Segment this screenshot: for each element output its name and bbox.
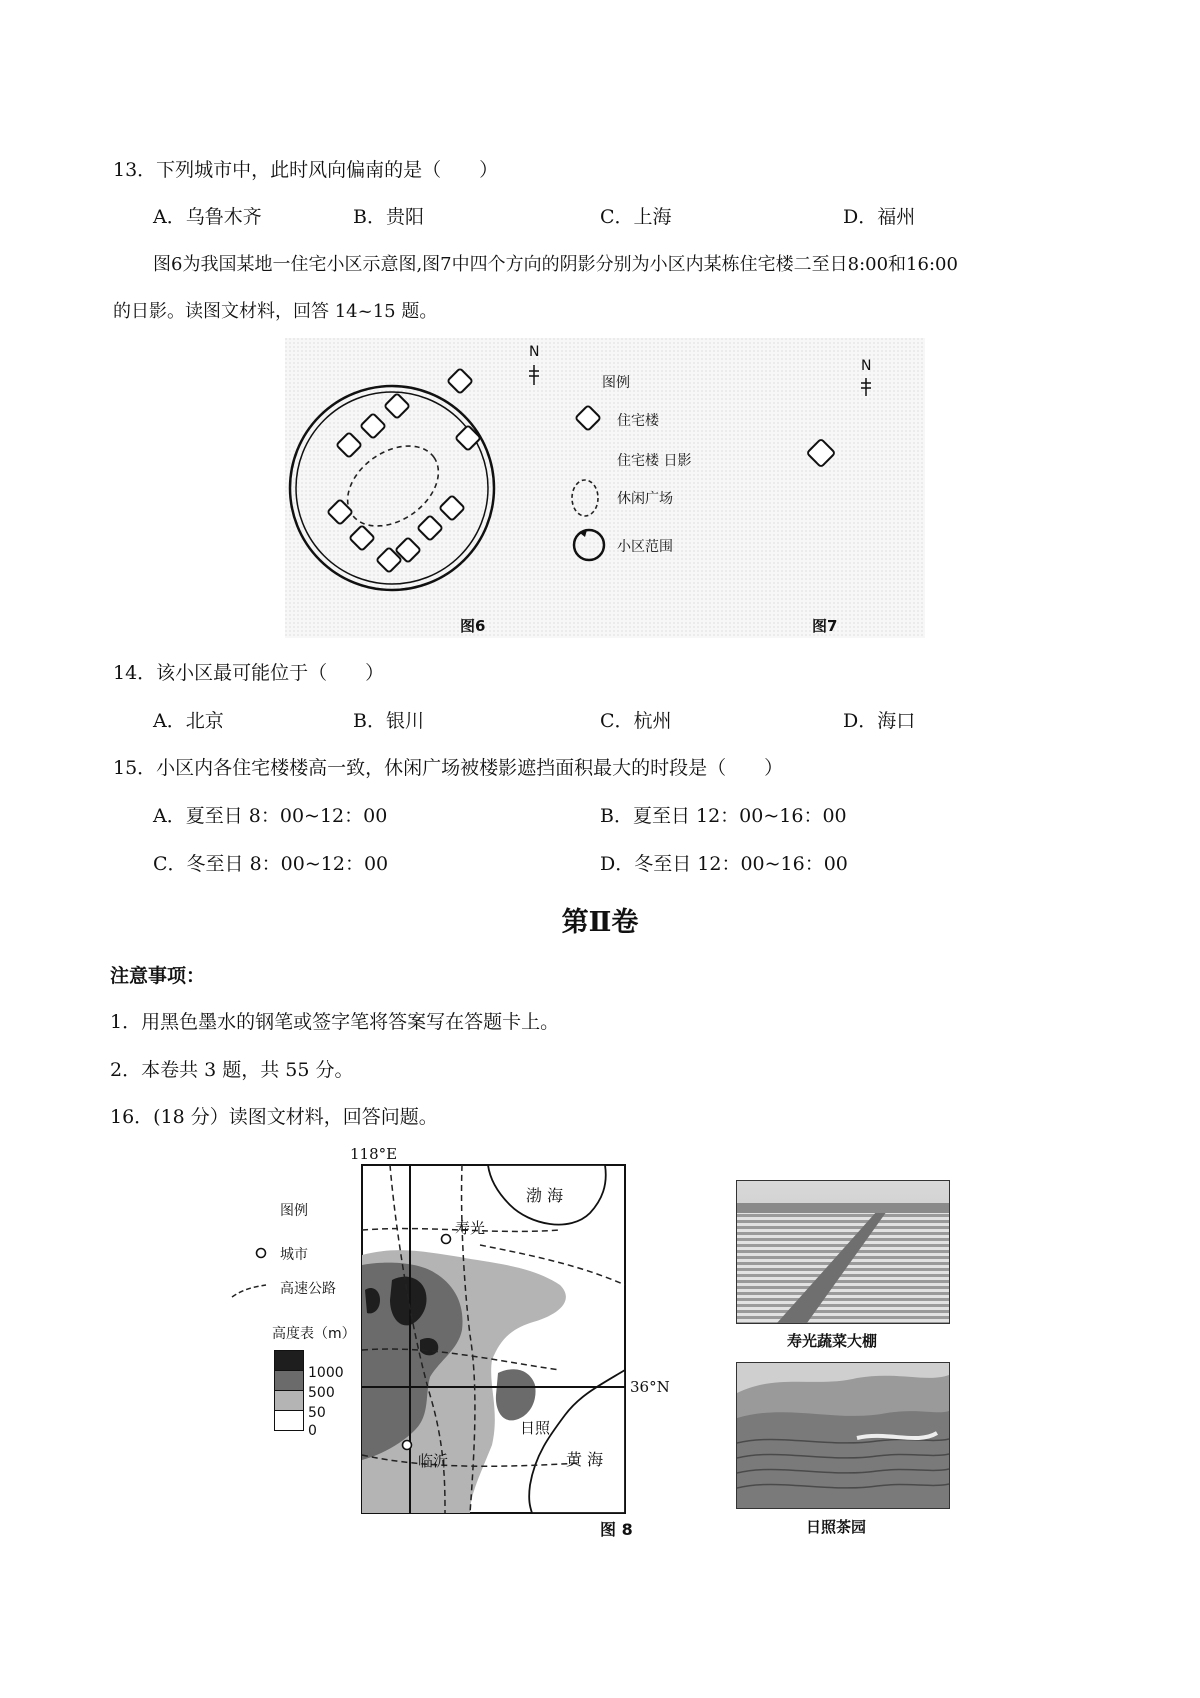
section-title: 第Ⅱ卷	[561, 907, 639, 938]
sea-bohai: 渤 海	[526, 1186, 564, 1205]
q15-option-d: D．冬至日 12：00~16：00	[600, 853, 848, 875]
q13-option-c: C．上海	[600, 206, 672, 228]
q14-option-a: A．北京	[153, 710, 224, 732]
fig8-legend-title: 图例	[280, 1203, 308, 1219]
notice-item-1: 1．用黑色墨水的钢笔或签字笔将答案写在答题卡上。	[110, 1011, 560, 1033]
q13-option-d: D．福州	[843, 206, 916, 228]
elev-level-1000: 1000	[308, 1365, 344, 1381]
fig6-legend-building: 住宅楼	[617, 413, 659, 429]
fig6-legend-shadow: 住宅楼 日影	[617, 453, 692, 469]
fig6-legend-title: 图例	[602, 375, 630, 391]
q15-option-a: A．夏至日 8：00~12：00	[153, 805, 388, 827]
notice-item-2: 2．本卷共 3 题，共 55 分。	[110, 1059, 354, 1081]
figure-8	[230, 1145, 670, 1539]
fig6-caption: 图6	[460, 617, 486, 635]
q14-option-b: B．银川	[353, 710, 424, 732]
fig6-legend-plaza: 休闲广场	[617, 491, 673, 507]
elev-level-50: 50	[308, 1405, 326, 1421]
q13-stem: 13．下列城市中，此时风向偏南的是（ ）	[113, 159, 499, 181]
fig7-caption: 图7	[812, 617, 838, 635]
city-marker-shouguang	[442, 1235, 451, 1244]
q15-stem: 15．小区内各住宅楼楼高一致，休闲广场被楼影遮挡面积最大的时段是（ ）	[113, 757, 784, 779]
fig8-legend-city: 城市	[280, 1247, 308, 1263]
elev-swatch-50	[274, 1391, 304, 1411]
fig8-elev-title: 高度表（m）	[272, 1326, 356, 1342]
notice-title: 注意事项：	[110, 965, 206, 987]
city-rizhao: 日照	[520, 1419, 551, 1437]
sea-huanghai: 黄 海	[566, 1450, 604, 1469]
lon-label: 118°E	[350, 1145, 398, 1163]
photo1-caption: 寿光蔬菜大棚	[787, 1332, 878, 1350]
q15-option-b: B．夏至日 12：00~16：00	[600, 805, 847, 827]
photo-shouguang-greenhouses	[736, 1180, 950, 1324]
elev-level-500: 500	[308, 1385, 335, 1401]
elev-level-0: 0	[308, 1423, 317, 1439]
city-linyi: 临沂	[418, 1452, 449, 1470]
photo2-caption: 日照茶园	[806, 1518, 867, 1536]
figure-6-7	[285, 338, 925, 638]
elev-swatch-0	[274, 1411, 304, 1431]
fig7-north-label: N	[861, 358, 872, 374]
q16-stem: 16．(18 分）读图文材料，回答问题。	[110, 1106, 438, 1128]
city-shouguang: 寿光	[455, 1219, 486, 1237]
q14-stem: 14．该小区最可能位于（ ）	[113, 662, 385, 684]
fig6-legend-range: 小区范围	[617, 539, 673, 555]
intro-line-1: 图6为我国某地一住宅小区示意图,图7中四个方向的阴影分别为小区内某栋住宅楼二至日8:00和16:00	[153, 254, 958, 275]
q13-option-b: B．贵阳	[353, 206, 424, 228]
elevation-scale	[274, 1350, 304, 1431]
photo-rizhao-tea-garden	[736, 1362, 950, 1509]
intro-line-2: 的日影。读图文材料，回答 14~15 题。	[113, 301, 438, 322]
elev-swatch-1000	[274, 1350, 304, 1371]
q15-option-c: C．冬至日 8：00~12：00	[153, 853, 389, 875]
q14-option-c: C．杭州	[600, 710, 672, 732]
lat-label: 36°N	[630, 1378, 670, 1396]
q13-option-a: A．乌鲁木齐	[153, 206, 262, 228]
city-marker-linyi	[403, 1441, 412, 1450]
fig8-caption: 图 8	[600, 1520, 633, 1539]
fig6-north-label: N	[529, 344, 540, 360]
elev-swatch-500	[274, 1371, 304, 1391]
fig8-legend-highway: 高速公路	[280, 1281, 336, 1297]
q14-option-d: D．海口	[843, 710, 916, 732]
